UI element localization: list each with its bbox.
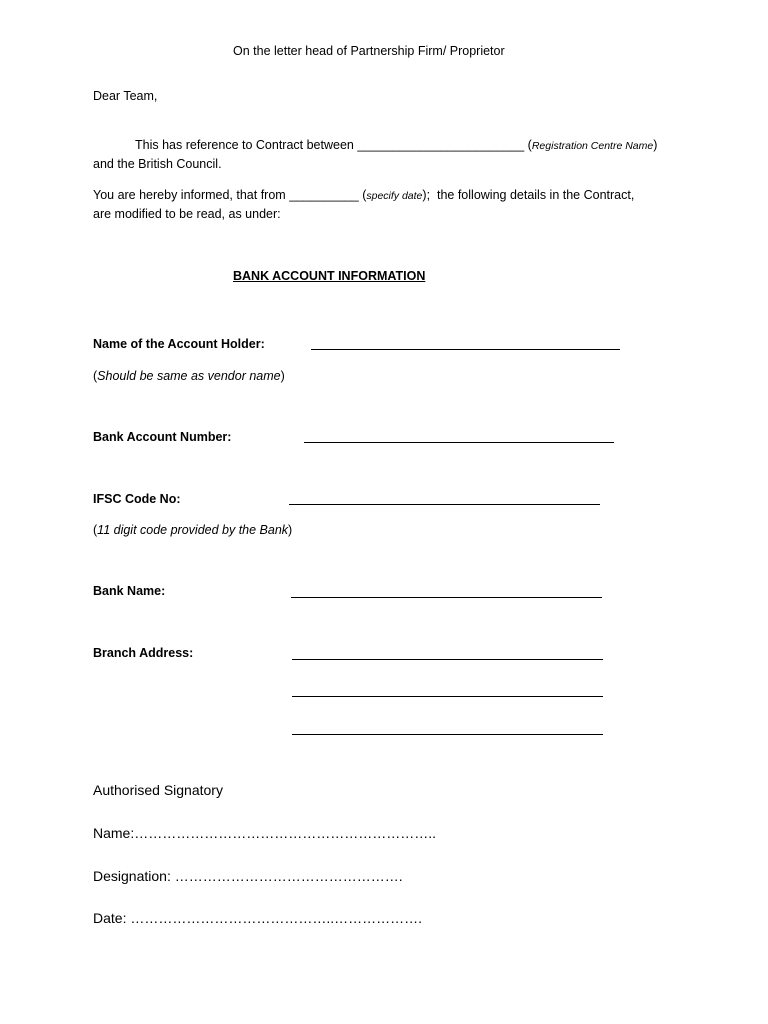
registration-centre-blank: ________________________ bbox=[357, 138, 525, 152]
reference-paren-close: ) bbox=[653, 138, 658, 152]
account-number-label: Bank Account Number: bbox=[93, 430, 232, 444]
registration-centre-hint: Registration Centre Name bbox=[531, 140, 654, 152]
informed-line-2: are modified to be read, as under: bbox=[93, 207, 281, 221]
signatory-designation[interactable]: Designation: …………………………………………. bbox=[93, 868, 403, 884]
account-holder-note-open: ( bbox=[93, 369, 98, 383]
signatory-title: Authorised Signatory bbox=[93, 782, 223, 798]
ifsc-note bbox=[93, 522, 292, 538]
reference-line-2: and the British Council. bbox=[93, 157, 222, 171]
ifsc-note-text: 11 digit code provided by the Bank bbox=[97, 523, 289, 537]
branch-address-line-1[interactable] bbox=[292, 659, 603, 660]
account-holder-line[interactable] bbox=[311, 349, 620, 350]
informed-line-1 bbox=[93, 187, 634, 204]
branch-address-line-2[interactable] bbox=[292, 696, 603, 697]
reference-prefix: This has reference to Contract between bbox=[135, 138, 358, 152]
reference-paren-open: ( bbox=[524, 138, 532, 152]
signatory-name[interactable]: Name:……………………………………………………….. bbox=[93, 825, 437, 841]
bank-name-line[interactable] bbox=[291, 597, 602, 598]
signatory-date[interactable]: Date: ……………………………………..………………. bbox=[93, 910, 423, 926]
ifsc-label: IFSC Code No: bbox=[93, 492, 181, 506]
account-number-line[interactable] bbox=[304, 442, 614, 443]
section-title: BANK ACCOUNT INFORMATION bbox=[233, 269, 426, 283]
informed-paren-open: ( bbox=[358, 188, 367, 202]
branch-address-label: Branch Address: bbox=[93, 646, 194, 660]
specify-date-blank: __________ bbox=[289, 188, 359, 202]
reference-line-1 bbox=[135, 137, 657, 154]
account-holder-note-text: Should be same as vendor name bbox=[97, 369, 281, 383]
account-holder-label: Name of the Account Holder: bbox=[93, 337, 265, 351]
specify-date-hint: specify date bbox=[366, 190, 423, 202]
ifsc-note-close: ) bbox=[288, 523, 293, 537]
branch-address-line-3[interactable] bbox=[292, 734, 603, 735]
account-holder-note bbox=[93, 368, 285, 384]
bank-name-label: Bank Name: bbox=[93, 584, 166, 598]
ifsc-note-open: ( bbox=[93, 523, 98, 537]
account-holder-note-close: ) bbox=[280, 369, 285, 383]
salutation: Dear Team, bbox=[93, 89, 158, 103]
letterhead-note: On the letter head of Partnership Firm/ Proprietor bbox=[233, 44, 505, 58]
informed-rest: ); the following details in the Contract, bbox=[422, 188, 635, 202]
informed-prefix: You are hereby informed, that from bbox=[93, 188, 290, 202]
ifsc-line[interactable] bbox=[289, 504, 600, 505]
